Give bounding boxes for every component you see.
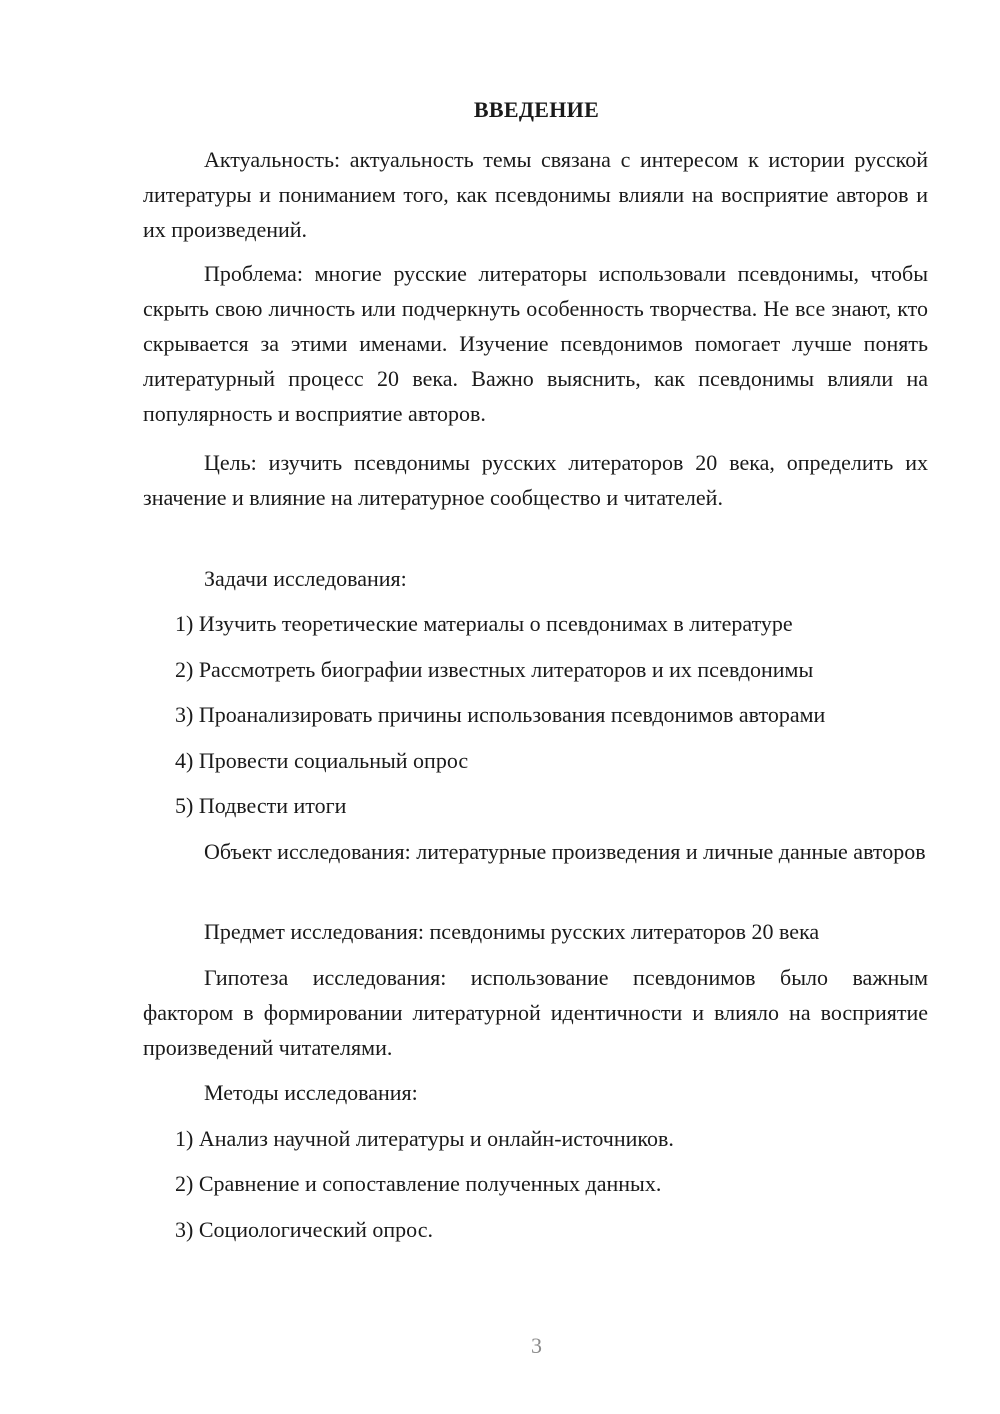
relevance-text: Актуальность: актуальность темы связана с интересом к истории русской литературы и пониманием того, как псевдонимы влияли на восприятие авторов и их произведений.: [143, 147, 928, 242]
method-item: 3) Социологический опрос.: [175, 1217, 433, 1242]
subject-text: Предмет исследования: псевдонимы русских литераторов 20 века: [204, 919, 820, 944]
object-text: Объект исследования: литературные произведения и личные данные авторов: [204, 839, 926, 864]
tasks-heading: Задачи исследования:: [204, 566, 407, 591]
problem-paragraph: [143, 256, 928, 431]
task-item: 1) Изучить теоретические материалы о псевдонимах в литературе: [175, 611, 793, 636]
page-number: 3: [531, 1333, 542, 1358]
hypothesis-paragraph: [143, 960, 928, 1065]
relevance-paragraph: [143, 142, 928, 247]
page-title: ВВЕДЕНИЕ: [473, 97, 600, 122]
task-item: 3) Проанализировать причины использования псевдонимов авторами: [175, 702, 826, 727]
method-item: 1) Анализ научной литературы и онлайн-источников.: [175, 1126, 674, 1151]
object-paragraph: [143, 834, 928, 869]
problem-text: Проблема: многие русские литераторы использовали псевдонимы, чтобы скрыть свою личность или подчеркнуть особенность творчества. Не все знают, кто скрывается за этими именами. Изучение псевдонимов помогает лучше понять литературный процесс 20 века. Важно выяснить, как псевдонимы влияли на популярность и восприятие авторов.: [143, 261, 928, 426]
task-item: 5) Подвести итоги: [175, 793, 347, 818]
hypothesis-text: Гипотеза исследования: использование псевдонимов было важным фактором в формировании литературной идентичности и влияло на восприятие произведений читателями.: [143, 965, 928, 1060]
goal-paragraph: [143, 445, 928, 515]
methods-heading: Методы исследования:: [204, 1080, 418, 1105]
method-item: 2) Сравнение и сопоставление полученных данных.: [175, 1171, 662, 1196]
task-item: 4) Провести социальный опрос: [175, 748, 469, 773]
task-item: 2) Рассмотреть биографии известных литераторов и их псевдонимы: [175, 657, 814, 682]
goal-text: Цель: изучить псевдонимы русских литераторов 20 века, определить их значение и влияние на литературное сообщество и читателей.: [143, 450, 928, 510]
